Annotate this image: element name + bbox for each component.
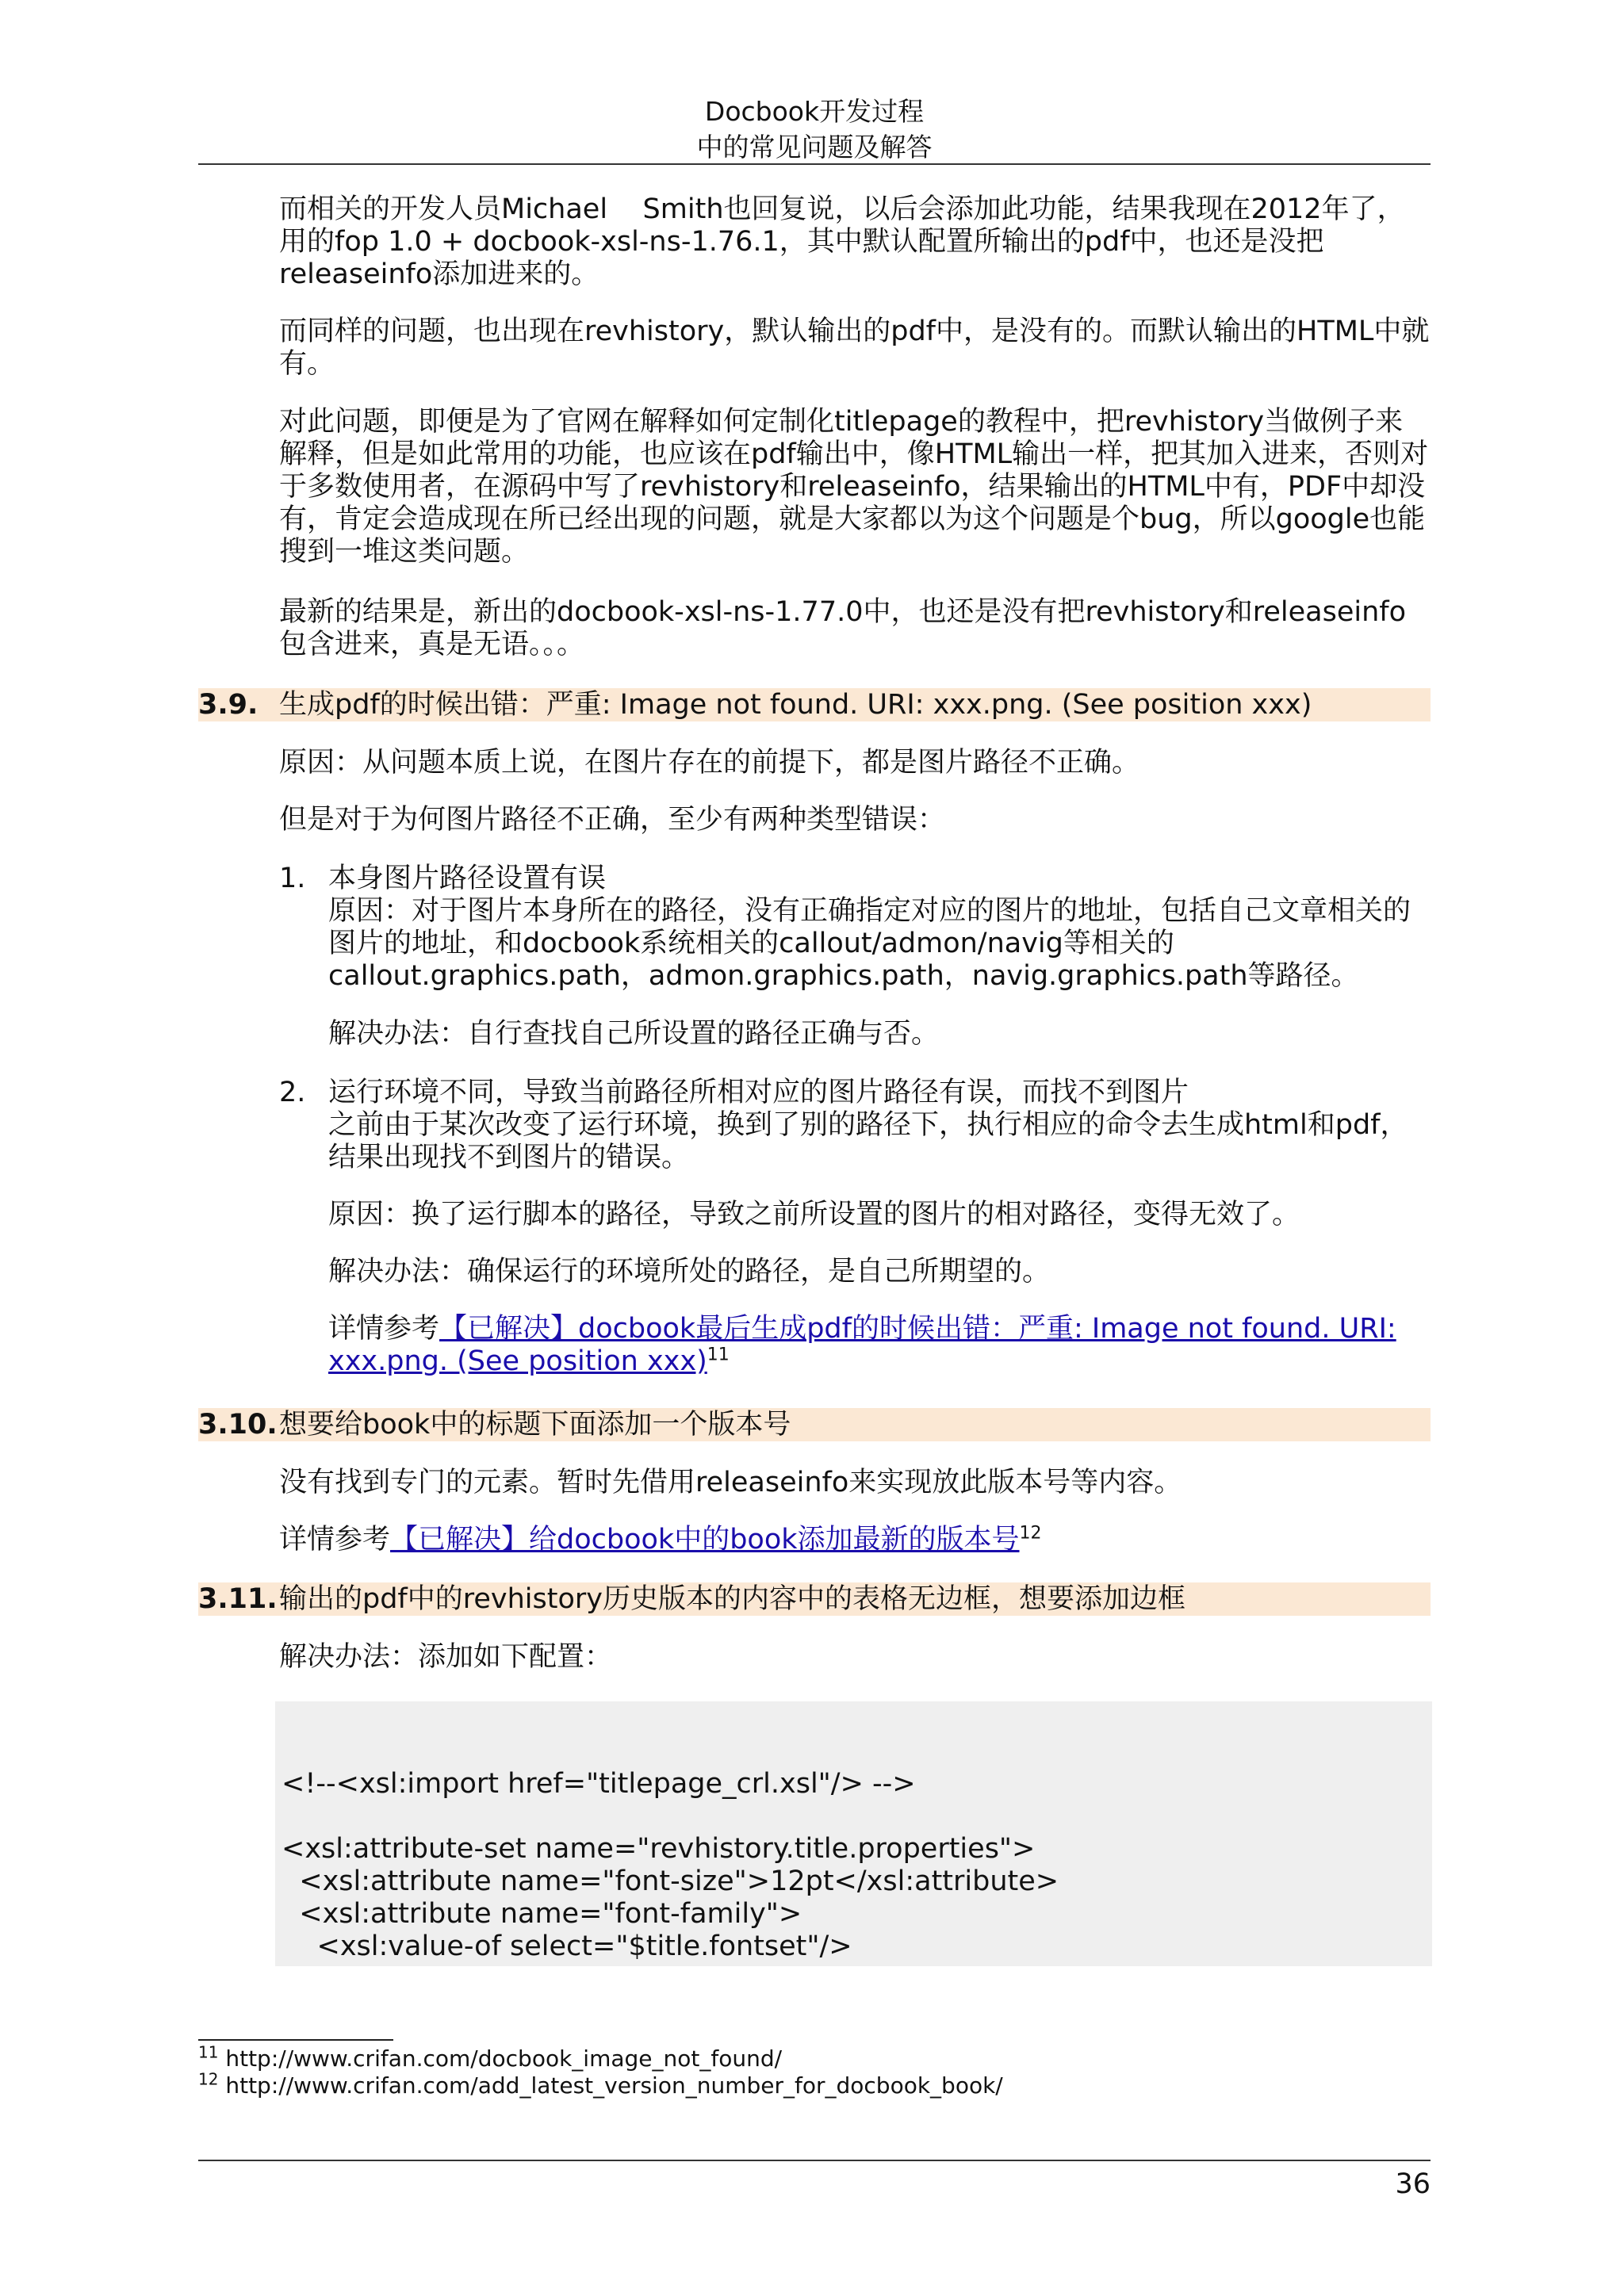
list-item-2-reason: 原因：换了运行脚本的路径，导致之前所设置的图片的相对路径，变得无效了。 <box>328 1199 1300 1230</box>
footnote-marker-11[interactable]: 11 <box>707 1345 730 1365</box>
list-item-2-number: 2. <box>279 1077 306 1108</box>
list-item-1-number: 1. <box>279 863 306 894</box>
section-3-9-intro: 但是对于为何图片路径不正确，至少有两种类型错误： <box>279 804 946 836</box>
list-item-1-title: 本身图片路径设置有误 <box>328 863 607 894</box>
footnote-11 <box>198 2042 783 2072</box>
list-item-1-solution: 解决办法：自行查找自己所设置的路径正确与否。 <box>328 1018 940 1050</box>
footnote-url[interactable]: http://www.crifan.com/docbook_image_not_found/ <box>218 2045 783 2072</box>
code-line: <xsl:attribute-set name="revhistory.title.properties"> <box>282 1833 1036 1865</box>
code-line: <xsl:attribute name="font-family"> <box>282 1898 802 1930</box>
section-3-9-number: 3.9. <box>198 689 259 721</box>
footnote-12 <box>198 2069 1003 2099</box>
page-header <box>198 94 1431 165</box>
section-3-11-number: 3.11. <box>198 1583 278 1615</box>
header-divider <box>198 163 1431 165</box>
footnote-number: 12 <box>198 2069 219 2089</box>
section-3-10-number: 3.10. <box>198 1409 278 1441</box>
footnote-marker-12[interactable]: 12 <box>1019 1523 1042 1544</box>
paragraph-titlepage: 对此问题，即便是为了官网在解释如何定制化titlepage的教程中，把revhistory当做例子来解释，但是如此常用的功能，也应该在pdf输出中，像HTML输出一样，把其加入进来，否则对于多数使用者，在源码中写了revhistory和releaseinfo，结果输出的HTML中有，PDF中却没有，肯定会造成现在所已经出现的问题，就是大家都以为这个问题是个bug，所以google也能搜到一堆这类问题。 <box>279 406 1429 568</box>
list-item-1-reason: 原因：对于图片本身所在的路径，没有正确指定对应的图片的地址，包括自己文章相关的图片的地址，和docbook系统相关的callout/admon/navig等相关的callout.graphics.path，admon.graphics.path，navig.graphics.path等路径。 <box>328 895 1411 992</box>
paragraph-latest-result: 最新的结果是，新出的docbook-xsl-ns-1.77.0中，也还是没有把revhistory和releaseinfo包含进来，真是无语。。。 <box>279 596 1407 660</box>
paragraph-revhistory: 而同样的问题，也出现在revhistory，默认输出的pdf中，是没有的。而默认输出的HTML中就有。 <box>279 316 1430 380</box>
code-line: <xsl:value-of select="$title.fontset"/> <box>282 1931 852 1962</box>
code-line: <xsl:attribute name="font-size">12pt</xsl:attribute> <box>282 1866 1059 1897</box>
image-not-found-link[interactable]: 【已解决】docbook最后生成pdf的时候出错：严重: Image not found. URI: xxx.png. (See position xxx) <box>328 1313 1396 1377</box>
paragraph-michael-smith: 而相关的开发人员Michael Smith也回复说，以后会添加此功能，结果我现在2012年了，用的fop 1.0 + docbook-xsl-ns-1.76.1，其中默认配置所输出的pdf中，也还是没把releaseinfo添加进来的。 <box>279 193 1405 290</box>
version-number-link[interactable]: 【已解决】给docbook中的book添加最新的版本号 <box>390 1524 1020 1556</box>
section-3-9-cause: 原因：从问题本质上说，在图片存在的前提下，都是图片路径不正确。 <box>279 747 1140 779</box>
reference-prefix: 详情参考 <box>328 1313 440 1345</box>
header-title-line2: 中的常见问题及解答 <box>696 132 933 163</box>
footnote-number: 11 <box>198 2042 219 2062</box>
section-3-9-title: 生成pdf的时候出错：严重: Image not found. URI: xxx.png. (See position xxx) <box>279 689 1312 721</box>
section-3-10-reference <box>279 1524 1431 1556</box>
footnote-url[interactable]: http://www.crifan.com/add_latest_version_number_for_docbook_book/ <box>218 2072 1003 2099</box>
list-item-2-description: 之前由于某次改变了运行环境，换到了别的路径下，执行相应的命令去生成html和pdf，结果出现找不到图片的错误。 <box>328 1109 1408 1173</box>
list-item-2-solution: 解决办法：确保运行的环境所处的路径，是自己所期望的。 <box>328 1256 1051 1288</box>
section-3-10-text: 没有找到专门的元素。暂时先借用releaseinfo来实现放此版本号等内容。 <box>279 1467 1182 1498</box>
section-3-11-title: 输出的pdf中的revhistory历史版本的内容中的表格无边框，想要添加边框 <box>279 1583 1186 1615</box>
section-3-11-solution: 解决办法：添加如下配置： <box>279 1641 613 1673</box>
header-title-line1: Docbook开发过程 <box>704 96 925 127</box>
reference-prefix: 详情参考 <box>279 1524 391 1556</box>
section-3-10-title: 想要给book中的标题下面添加一个版本号 <box>279 1409 791 1441</box>
page-number: 36 <box>1395 2168 1431 2200</box>
list-item-2-reference <box>328 1313 1431 1378</box>
footer-divider <box>198 2160 1431 2161</box>
list-item-2-title: 运行环境不同，导致当前路径所相对应的图片路径有误，而找不到图片 <box>328 1077 1189 1108</box>
code-line: <!--<xsl:import href="titlepage_crl.xsl"/> --> <box>282 1768 916 1800</box>
footnote-divider <box>198 2039 393 2041</box>
